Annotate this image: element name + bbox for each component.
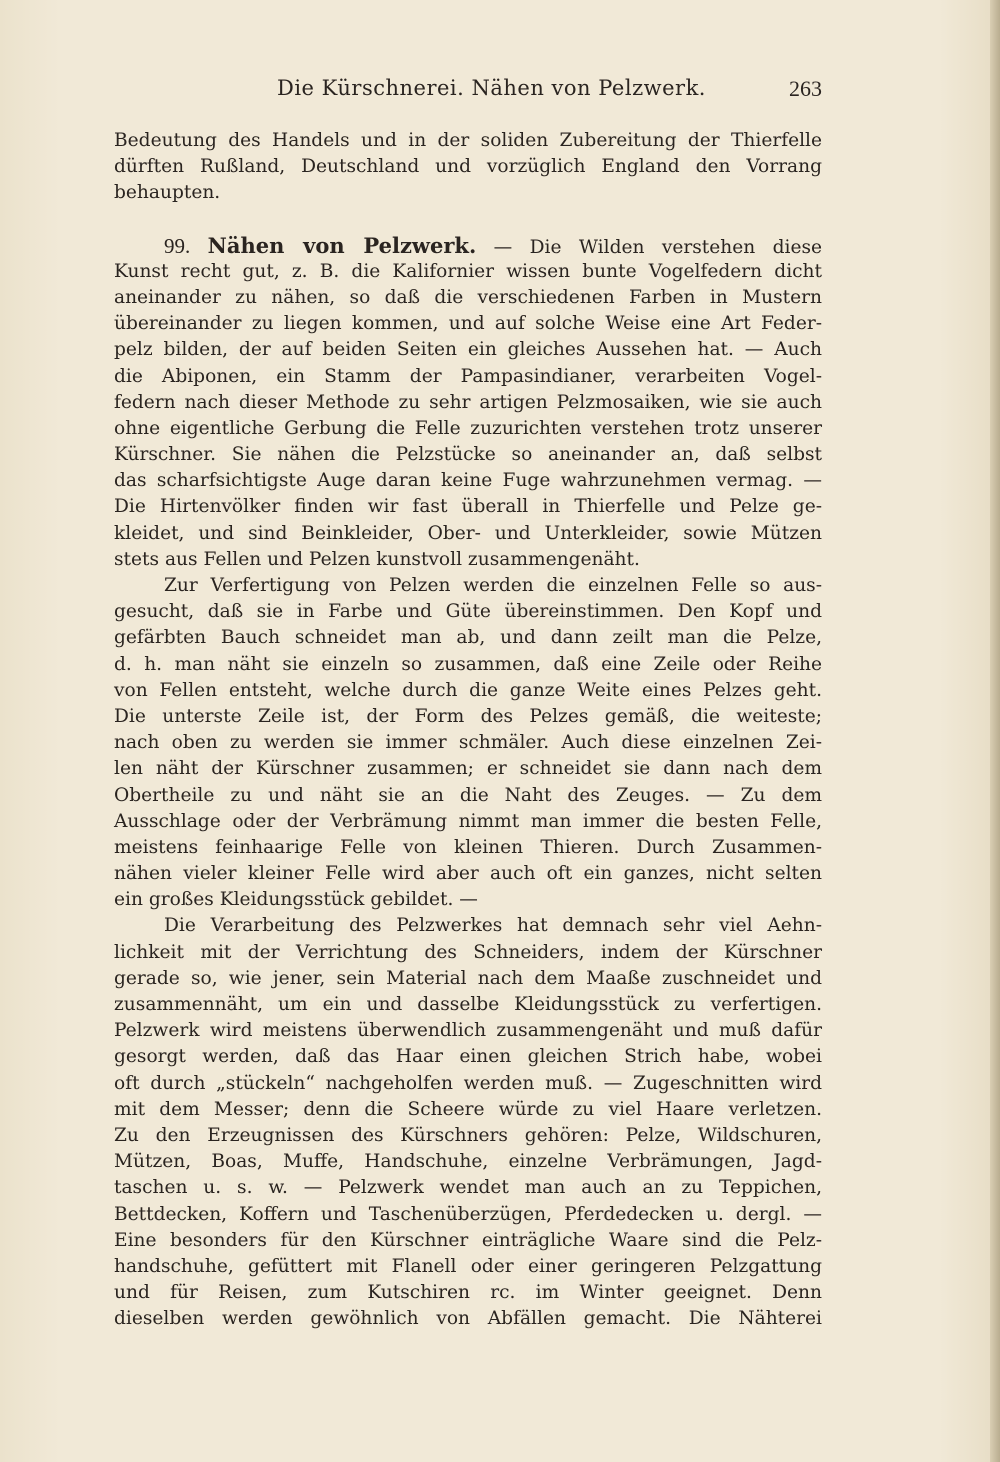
text-line: mit dem Messer; denn die Scheere würde zu viel Haare verletzen. [114, 1098, 822, 1120]
text-line: das scharfsichtigste Auge daran keine Fuge wahrzunehmen vermag. — [114, 470, 822, 492]
text-line: ohne eigentliche Gerbung die Felle zuzurichten verstehen trotz unserer [114, 417, 822, 439]
text-line: meistens feinhaarige Felle von kleinen Thieren. Durch Zusammen- [114, 836, 822, 858]
text-line: kleidet, und sind Beinkleider, Ober- und Unterkleider, sowie Mützen [114, 522, 822, 544]
section-first-line-text: — Die Wilden verstehen diese [493, 236, 822, 258]
text-line: oft durch „stückeln“ nachgeholfen werden muß. — Zugeschnitten wird [114, 1072, 822, 1094]
text-line: dieselben werden gewöhnlich von Abfällen gemacht. Die Nähterei [114, 1308, 822, 1330]
paragraph-3 [114, 913, 822, 1332]
running-head [112, 76, 822, 106]
section-number: 99. [164, 233, 191, 258]
section-heading-line [114, 233, 822, 259]
text-line: aneinander zu nähen, so daß die verschiedenen Farben in Mustern [114, 286, 822, 308]
text-line: Pelzwerk wird meistens überwendlich zusammengenäht und muß dafür [114, 1020, 822, 1042]
text-line: gesorgt werden, daß das Haar einen gleichen Strich habe, wobei [114, 1046, 822, 1068]
text-line: stets aus Fellen und Pelzen kunstvoll zusammengenäht. [114, 548, 640, 570]
text-line: Die Verarbeitung des Pelzwerkes hat demnach sehr viel Aehn- [164, 915, 822, 937]
text-line: nähen vieler kleiner Felle wird aber auch oft ein ganzes, nicht selten [114, 863, 822, 885]
intro-paragraph [114, 128, 822, 207]
section-title: Nähen von Pelzwerk. [207, 232, 477, 258]
paragraph-1 [114, 259, 822, 573]
text-line: Zur Verfertigung von Pelzen werden die einzelnen Felle so aus- [164, 575, 822, 596]
text-line: Zu den Erzeugnissen des Kürschners gehören: Pelze, Wildschuren, [114, 1124, 822, 1146]
text-line: lichkeit mit der Verrichtung des Schneiders, indem der Kürschner [114, 941, 822, 963]
text-line: Ausschlage oder der Verbrämung nimmt man immer die besten Felle, [114, 810, 822, 832]
text-line: handschuhe, gefüttert mit Flanell oder einer geringeren Pelzgattung [114, 1255, 822, 1277]
section-gap [114, 207, 822, 233]
text-line: Obertheile zu und näht sie an die Naht des Zeuges. — Zu dem [114, 784, 822, 806]
text-line: Bedeutung des Handels und in der soliden Zubereitung der Thierfelle [114, 130, 822, 151]
text-line: die Abiponen, ein Stamm der Pampasindianer, verarbeiten Vogel- [114, 365, 822, 387]
text-line: taschen u. s. w. — Pelzwerk wendet man auch an zu Teppichen, [114, 1177, 822, 1199]
text-line: pelz bilden, der auf beiden Seiten ein gleiches Aussehen hat. — Auch [114, 339, 822, 361]
text-line: Die unterste Zeile ist, der Form des Pelzes gemäß, die weiteste; [114, 705, 822, 727]
paragraph-2 [114, 573, 822, 913]
text-line: d. h. man näht sie einzeln so zusammen, daß eine Zeile oder Reihe [114, 653, 822, 675]
running-title: Die Kürschnerei. Nähen von Pelzwerk. [277, 76, 706, 100]
text-line: Bettdecken, Koffern und Taschenüberzügen, Pferdedecken u. dergl. — [114, 1203, 822, 1225]
body-text [114, 128, 822, 1332]
text-line: Kunst recht gut, z. B. die Kalifornier wissen bunte Vogelfedern dicht [114, 260, 822, 282]
text-line: gefärbten Bauch schneidet man ab, und dann zeilt man die Pelze, [114, 627, 822, 649]
page-number: 263 [789, 76, 822, 101]
text-line: von Fellen entsteht, welche durch die ganze Weite eines Pelzes geht. [114, 679, 822, 701]
page-edge [990, 0, 1000, 1462]
text-line: Die Hirtenvölker finden wir fast überall in Thierfelle und Pelze ge- [114, 496, 822, 518]
text-line: und für Reisen, zum Kutschiren rc. im Winter geeignet. Denn [114, 1282, 822, 1304]
text-line: ein großes Kleidungsstück gebildet. — [114, 889, 478, 911]
text-line: behaupten. [114, 182, 221, 204]
text-line: Kürschner. Sie nähen die Pelzstücke so aneinander an, daß selbst [114, 444, 822, 466]
text-line: gesucht, daß sie in Farbe und Güte übereinstimmen. Den Kopf und [114, 601, 822, 623]
text-line: Mützen, Boas, Muffe, Handschuhe, einzelne Verbrämungen, Jagd- [114, 1151, 822, 1173]
text-line: Eine besonders für den Kürschner einträgliche Waare sind die Pelz- [114, 1229, 822, 1251]
text-line: nach oben zu werden sie immer schmäler. Auch diese einzelnen Zei- [114, 732, 822, 754]
text-line: gerade so, wie jener, sein Material nach dem Maaße zuschneidet und [114, 967, 822, 989]
text-line: len näht der Kürschner zusammen; er schneidet sie dann nach dem [114, 758, 822, 780]
text-line: federn nach dieser Methode zu sehr artigen Pelzmosaiken, wie sie auch [114, 391, 822, 413]
text-line: übereinander zu liegen kommen, und auf solche Weise eine Art Feder- [114, 313, 822, 335]
text-line: dürften Rußland, Deutschland und vorzüglich England den Vorrang [114, 156, 822, 178]
text-line: zusammennäht, um ein und dasselbe Kleidungsstück zu verfertigen. [114, 994, 822, 1015]
